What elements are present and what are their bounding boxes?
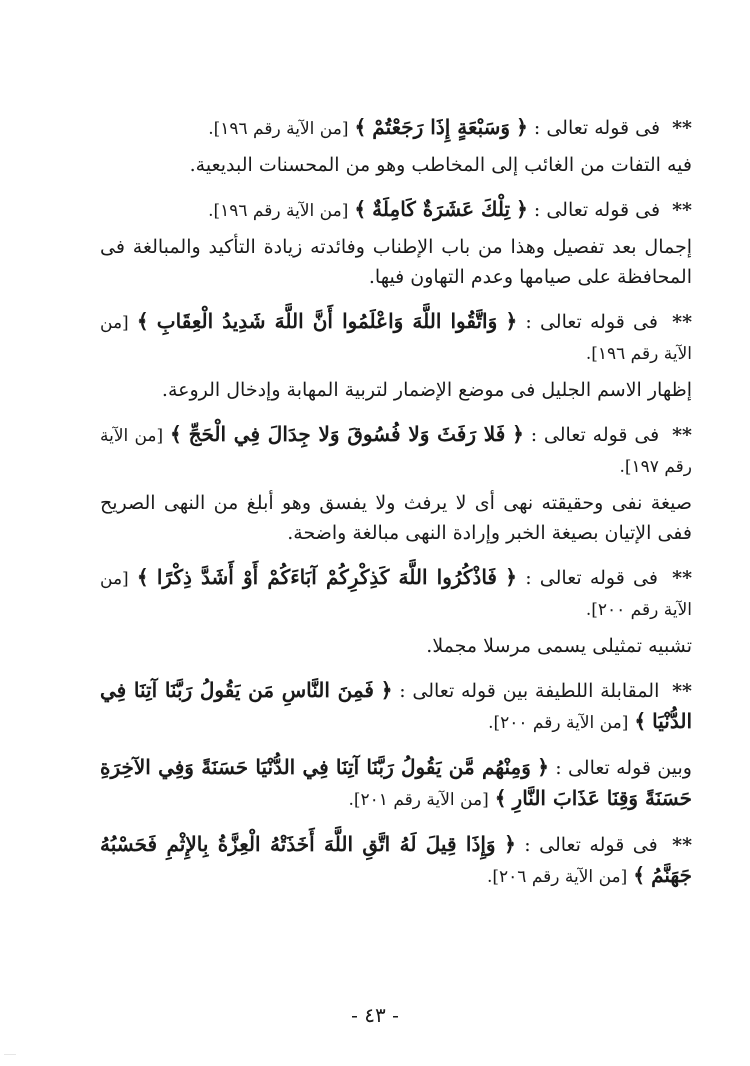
- verse-reference: [من الآية رقم ٢٠١].: [348, 790, 489, 810]
- verse-reference: [من الآية رقم ٢٠٠].: [100, 569, 692, 620]
- quran-verse: فَمِنَ النَّاسِ مَن يَقُولُ رَبَّنَا آتِنَا فِي الدُّنْيَا: [100, 678, 692, 733]
- ornate-bracket-open: ﴿: [512, 422, 524, 446]
- double-asterisk-marker: **: [672, 424, 692, 446]
- verse-reference: [من الآية رقم ١٩٦].: [100, 313, 692, 364]
- explanation-1: فيه التفات من الغائب إلى المخاطب وهو من المحسنات البديعية.: [189, 154, 692, 176]
- ornate-bracket-close: ﴾: [354, 197, 367, 221]
- ornate-bracket-open: ﴿: [516, 115, 528, 139]
- verse-heading-4: [100, 419, 692, 482]
- double-asterisk-marker: **: [672, 680, 692, 702]
- page-number: - ٤٣ -: [351, 1003, 399, 1027]
- double-asterisk-marker: **: [672, 117, 692, 139]
- verse-lead: المقابلة اللطيفة بين قوله تعالى :: [399, 680, 660, 702]
- quran-verse: وَمِنْهُم مَّن يَقُولُ رَبَّنَا آتِنَا فِي الدُّنْيَا حَسَنَةً وَفِي الآخِرَةِ حَسَنَةً وَقِنَا عَذَابَ النَّارِ: [100, 755, 692, 810]
- verse-heading-8: [100, 829, 692, 892]
- ornate-bracket-close: ﴾: [633, 863, 646, 887]
- explanation-4: صيغة نفى وحقيقته نهى أى لا يرفث ولا يفسق وهو أبلغ من النهى الصريح ففى الإتيان بصيغة الخبر وإرادة النهى مبالغة واضحة.: [100, 492, 692, 544]
- explanation-2: إجمال بعد تفصيل وهذا من باب الإطناب وفائدته زيادة التأكيد والمبالغة فى المحافظة على صيامها وعدم التهاون فيها.: [100, 236, 692, 288]
- explanation-5: تشبيه تمثيلى يسمى مرسلا مجملا.: [426, 635, 692, 657]
- verse-lead: فى قوله تعالى :: [524, 834, 658, 856]
- quran-verse: فَلا رَفَثَ وَلا فُسُوقَ وَلا جِدَالَ فِي الْحَجِّ: [188, 422, 506, 446]
- verse-reference: [من الآية رقم ٢٠٠].: [488, 713, 629, 733]
- page-body: [100, 96, 692, 892]
- ornate-bracket-close: ﴾: [170, 422, 182, 446]
- verse-reference: [من الآية رقم ١٩٦].: [208, 119, 349, 139]
- margin-mark: [4, 1054, 16, 1055]
- ornate-bracket-open: ﴿: [537, 755, 549, 779]
- verse-heading-1: [100, 112, 692, 144]
- verse-heading-5: [100, 562, 692, 625]
- quran-verse: وَإِذَا قِيلَ لَهُ اتَّقِ اللَّهَ أَخَذَتْهُ الْعِزَّةُ بِالإِثْمِ فَحَسْبُهُ جَهَنَّمُ: [100, 832, 692, 887]
- ornate-bracket-close: ﴾: [354, 115, 367, 139]
- double-asterisk-marker: **: [672, 834, 693, 856]
- double-asterisk-marker: **: [672, 199, 692, 221]
- quran-verse: وَسَبْعَةٍ إِذَا رَجَعْتُمْ: [372, 115, 511, 139]
- double-asterisk-marker: **: [672, 567, 693, 589]
- verse-heading-2: [100, 194, 692, 226]
- ornate-bracket-open: ﴿: [516, 197, 528, 221]
- ornate-bracket-open: ﴿: [380, 678, 393, 702]
- verse-lead: وبين قوله تعالى :: [555, 757, 692, 779]
- verse-lead: فى قوله تعالى :: [530, 424, 660, 446]
- verse-reference: [من الآية رقم ١٩٦].: [208, 201, 349, 221]
- explanation-3: إظهار الاسم الجليل فى موضع الإضمار لتربية المهابة وإدخال الروعة.: [161, 379, 692, 401]
- ornate-bracket-close: ﴾: [136, 309, 149, 333]
- ornate-bracket-open: ﴿: [505, 565, 517, 589]
- verse-lead: فى قوله تعالى :: [533, 199, 661, 221]
- ornate-bracket-open: ﴿: [505, 309, 518, 333]
- verse-heading-7: [100, 752, 692, 815]
- ornate-bracket-close: ﴾: [494, 786, 507, 810]
- quran-verse: تِلْكَ عَشَرَةٌ كَامِلَةٌ: [372, 197, 511, 221]
- verse-heading-6: [100, 675, 692, 738]
- verse-lead: فى قوله تعالى :: [533, 117, 661, 139]
- ornate-bracket-close: ﴾: [136, 565, 149, 589]
- verse-heading-3: [100, 306, 692, 369]
- verse-lead: فى قوله تعالى :: [525, 311, 658, 333]
- quran-verse: وَاتَّقُوا اللَّهَ وَاعْلَمُوا أَنَّ اللَّهَ شَدِيدُ الْعِقَابِ: [156, 309, 498, 333]
- ornate-bracket-open: ﴿: [504, 832, 516, 856]
- verse-reference: [من الآية رقم ١٩٧].: [100, 426, 692, 477]
- verse-lead: فى قوله تعالى :: [525, 567, 658, 589]
- double-asterisk-marker: **: [672, 311, 693, 333]
- quran-verse: فَاذْكُرُوا اللَّهَ كَذِكْرِكُمْ آبَاءَكُمْ أَوْ أَشَدَّ ذِكْرًا: [156, 565, 497, 589]
- verse-reference: [من الآية رقم ٢٠٦].: [486, 867, 628, 887]
- ornate-bracket-close: ﴾: [634, 709, 647, 733]
